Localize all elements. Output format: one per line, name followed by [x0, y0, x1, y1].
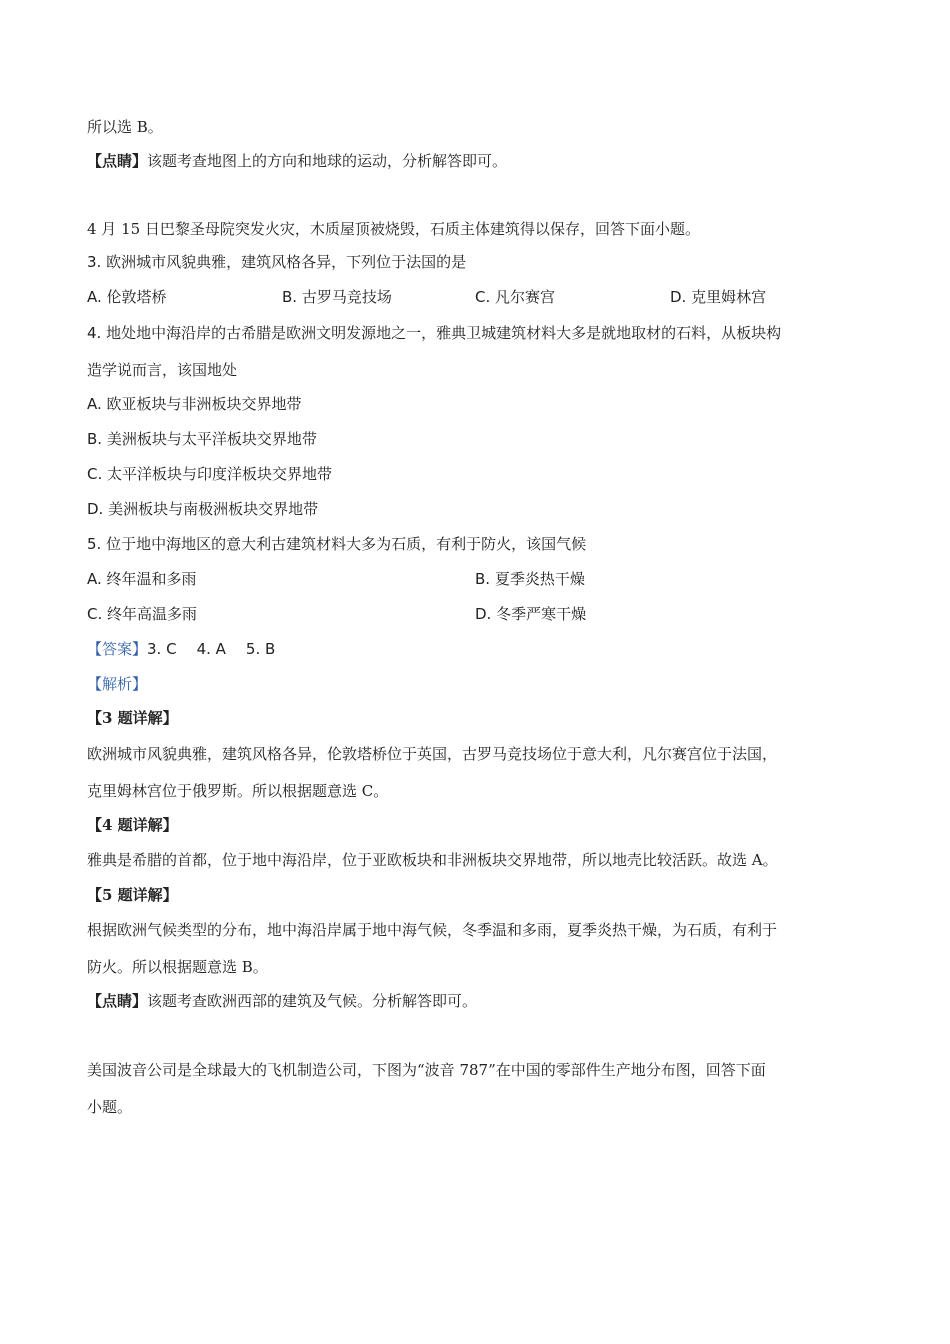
detail-3-line1: 欧洲城市风貌典雅，建筑风格各异，伦敦塔桥位于英国，古罗马竞技场位于意大利，凡尔赛宫位于法国，: [87, 745, 778, 763]
dianjing-text: 该题考查欧洲西部的建筑及气候。分析解答即可。: [147, 992, 478, 1010]
question-3-options: [87, 287, 867, 307]
question-5-options-row2: [87, 604, 867, 624]
analysis-label: 【解析】: [87, 675, 148, 693]
group-dianjing: [87, 991, 477, 1011]
dianjing-label: 【点睛】: [87, 992, 148, 1010]
question-4-stem-line1: 4. 地处地中海沿岸的古希腊是欧洲文明发源地之一，雅典卫城建筑材料大多是就地取材的石料，从板块构: [87, 324, 782, 342]
next-intro-line2: 小题。: [87, 1098, 133, 1116]
q5-option-a: A. 终年温和多雨: [87, 570, 197, 588]
q5-option-c: C. 终年高温多雨: [87, 605, 198, 623]
question-3-stem: 3. 欧洲城市风貌典雅，建筑风格各异，下列位于法国的是: [87, 253, 467, 271]
q5-option-d: D. 冬季严寒干燥: [475, 605, 587, 623]
detail-4-line1: 雅典是希腊的首都，位于地中海沿岸，位于亚欧板块和非洲板块交界地带，所以地壳比较活跃。故选 A。: [87, 851, 778, 869]
dianjing-text: 该题考查地图上的方向和地球的运动，分析解答即可。: [147, 152, 508, 170]
answer-line: [87, 639, 275, 659]
detail-4-label: 【4 题详解】: [87, 816, 178, 834]
q3-option-d: D. 克里姆林宫: [670, 288, 767, 306]
detail-3-label: 【3 题详解】: [87, 709, 178, 727]
q4-option-d: D. 美洲板块与南极洲板块交界地带: [87, 500, 319, 518]
next-intro-line1: 美国波音公司是全球最大的飞机制造公司，下图为“波音 787”在中国的零部件生产地分布图，回答下面: [87, 1061, 766, 1079]
detail-5-label: 【5 题详解】: [87, 886, 178, 904]
q3-option-b: B. 古罗马竞技场: [282, 288, 392, 306]
q4-option-a: A. 欧亚板块与非洲板块交界地带: [87, 395, 302, 413]
q3-option-a: A. 伦敦塔桥: [87, 288, 167, 306]
question-4-stem-line2: 造学说而言，该国地处: [87, 361, 238, 379]
question-5-options-row1: [87, 569, 867, 589]
group-intro: 4 月 15 日巴黎圣母院突发火灾，木质屋顶被烧毁，石质主体建筑得以保存，回答下面小题。: [87, 220, 700, 238]
answer-5: 5. B: [245, 640, 276, 658]
q4-option-c: C. 太平洋板块与印度洋板块交界地带: [87, 465, 333, 483]
q5-option-b: B. 夏季炎热干燥: [475, 570, 585, 588]
answer-label: 【答案】: [87, 640, 148, 658]
detail-3-line2: 克里姆林宫位于俄罗斯。所以根据题意选 C。: [87, 782, 389, 800]
prev-conclusion: 所以选 B。: [87, 118, 163, 136]
detail-5-line1: 根据欧洲气候类型的分布，地中海沿岸属于地中海气候，冬季温和多雨，夏季炎热干燥，为石质，有利于: [87, 921, 778, 939]
question-5-stem: 5. 位于地中海地区的意大利古建筑材料大多为石质，有利于防火，该国气候: [87, 535, 587, 553]
q3-option-c: C. 凡尔赛宫: [475, 288, 556, 306]
detail-5-line2: 防火。所以根据题意选 B。: [87, 958, 268, 976]
answer-4: 4. A: [196, 640, 226, 658]
q4-option-b: B. 美洲板块与太平洋板块交界地带: [87, 430, 317, 448]
prev-dianjing: [87, 151, 507, 171]
dianjing-label: 【点睛】: [87, 152, 148, 170]
answer-3: 3. C: [147, 640, 177, 658]
